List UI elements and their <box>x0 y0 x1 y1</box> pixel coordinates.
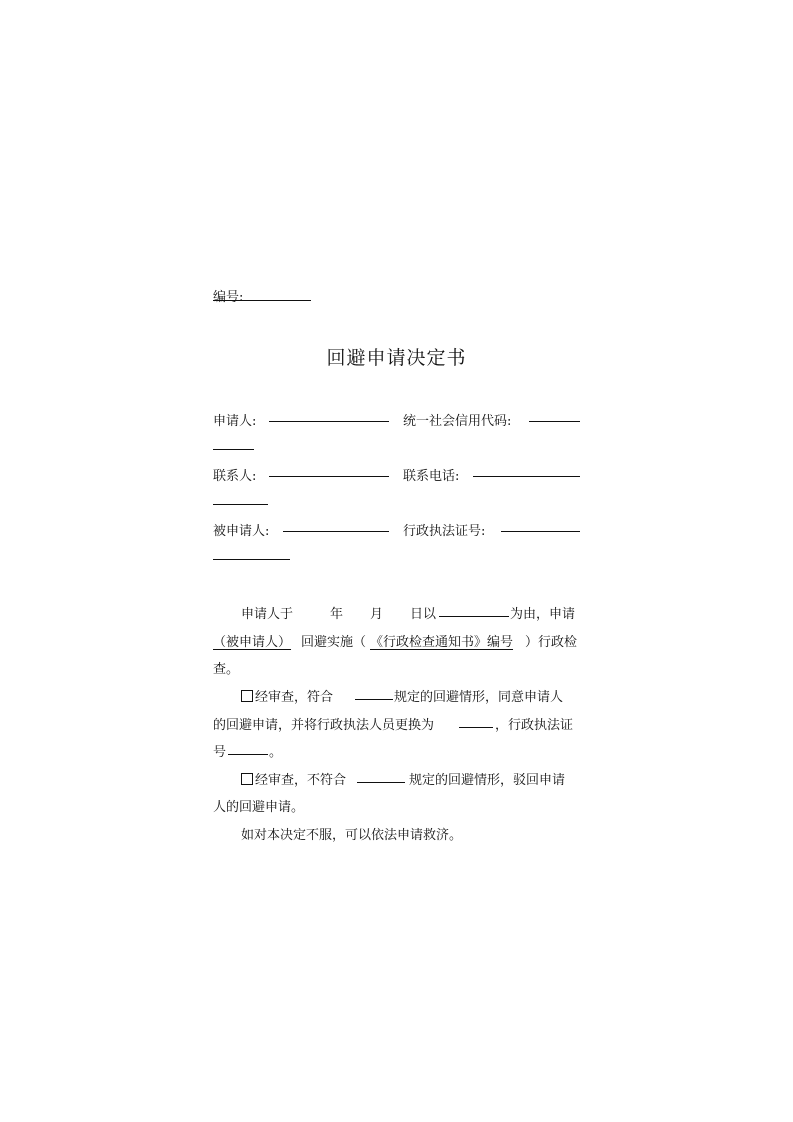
applicant-blank[interactable] <box>269 421 389 422</box>
document-number-label: 编号: <box>213 290 244 305</box>
credit-code-label: 统一社会信用代码: <box>403 414 512 429</box>
document-title: 回避申请决定书 <box>326 347 467 369</box>
p1-reason-suffix: 为由，申请 <box>510 607 576 622</box>
license-number-blank[interactable] <box>501 531 580 532</box>
p3-reject-text: 经审查，不符合 <box>255 773 347 788</box>
p1-day: 日以 <box>410 607 437 622</box>
p1-inspection: ）行政检 <box>525 635 578 650</box>
p2-license: ，行政执法证 <box>495 718 574 733</box>
p1-notice-number: 《行政检查通知书》编号 <box>370 635 514 650</box>
contact-label: 联系人: <box>213 469 257 484</box>
p1-end: 查。 <box>213 662 240 677</box>
approve-checkbox[interactable] <box>241 690 253 702</box>
p1-year: 年 <box>330 607 344 622</box>
p2-regulation-blank[interactable] <box>355 699 393 700</box>
p4-remedy: 如对本决定不服，可以依法申请救济。 <box>241 828 463 843</box>
p3-line-1 <box>241 769 346 788</box>
p1-recusal: 回避实施（ <box>301 635 367 650</box>
p3-regulation-blank[interactable] <box>357 782 405 783</box>
p3-circumstance: 规定的回避情形，驳回申请 <box>409 773 566 788</box>
document-number-blank[interactable] <box>213 300 311 301</box>
p2-approve-text: 经审查，符合 <box>255 690 334 705</box>
p1-applicant-on: 申请人于 <box>241 607 294 622</box>
phone-blank[interactable] <box>473 476 580 477</box>
applicant-label: 申请人: <box>213 414 257 429</box>
reject-checkbox[interactable] <box>241 773 253 785</box>
p1-month: 月 <box>370 607 384 622</box>
credit-code-blank-continued[interactable] <box>213 449 254 450</box>
p1-respondent: （被申请人） <box>213 635 292 650</box>
p1-reason-blank[interactable] <box>439 616 509 617</box>
contact-blank[interactable] <box>269 476 389 477</box>
phone-blank-continued[interactable] <box>213 504 268 505</box>
phone-label: 联系电话: <box>403 469 460 484</box>
p2-license-blank[interactable] <box>228 754 268 755</box>
respondent-label: 被申请人: <box>213 524 270 539</box>
credit-code-blank[interactable] <box>529 421 580 422</box>
p2-circumstance: 规定的回避情形，同意申请人 <box>394 690 564 705</box>
respondent-blank[interactable] <box>283 531 389 532</box>
license-number-blank-continued[interactable] <box>213 559 290 560</box>
p2-number: 号 <box>213 745 227 760</box>
p2-end: 。 <box>269 745 283 760</box>
p2-officer-blank[interactable] <box>459 727 493 728</box>
p3-end: 人的回避申请。 <box>213 800 305 815</box>
license-number-label: 行政执法证号: <box>403 524 486 539</box>
p2-line-1 <box>241 686 333 705</box>
p2-replace: 的回避申请，并将行政执法人员更换为 <box>213 718 435 733</box>
